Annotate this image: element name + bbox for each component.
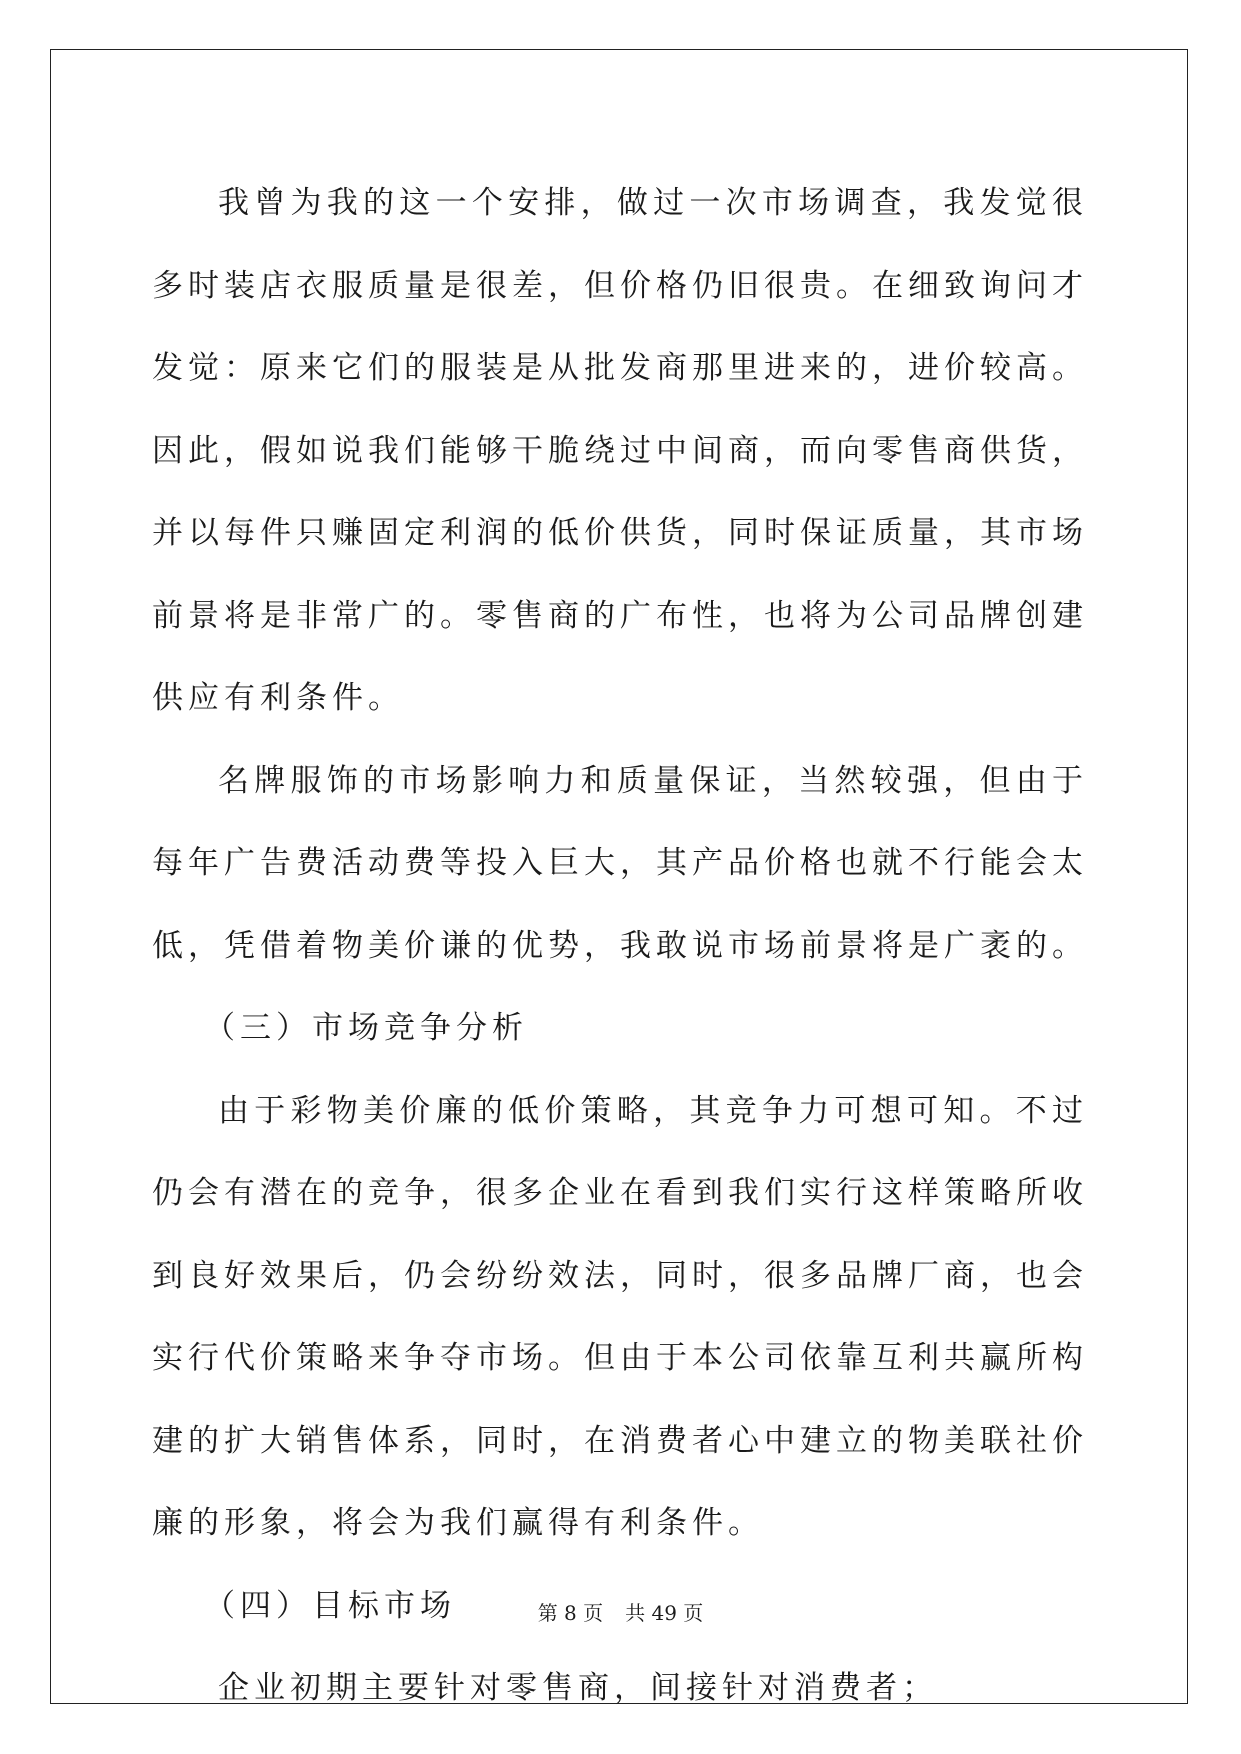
page-number-current: 第 8 页 <box>537 1601 604 1625</box>
paragraph-target-market: 企业初期主要针对零售商，间接针对消费者； <box>218 1670 938 1706</box>
section-heading-target-market: （四）目标市场 <box>204 1587 456 1624</box>
paragraph-competition-analysis: 由于彩物美价廉的低价策略，其竞争力可想可知。不过仍会有潜在的竞争，很多企业在看到我们实行这样策略所收到良好效果后，仍会纷纷效法，同时，很多品牌厂商，也会实行代价策略来争夺市场。但由于本公司依靠互利共赢所构建的扩大销售体系，同时，在消费者心中建立的物美联社价廉的形象，将会为我们赢得有利条件。 <box>152 1092 1088 1541</box>
page-footer <box>0 1599 1241 1627</box>
page-number-total: 共 49 页 <box>625 1601 704 1625</box>
paragraph-market-survey: 我曾为我的这一个安排，做过一次市场调查，我发觉很多时装店衣服质量是很差，但价格仍旧很贵。在细致询问才发觉：原来它们的服装是从批发商那里进来的，进价较高。因此，假如说我们能够干脆绕过中间商，而向零售商供货，并以每件只赚固定利润的低价供货，同时保证质量，其市场前景将是非常广的。零售商的广布性，也将为公司品牌创建供应有利条件。 <box>152 185 1088 716</box>
section-heading-competition: （三）市场竞争分析 <box>204 1010 528 1046</box>
paragraph-brand-comparison: 名牌服饰的市场影响力和质量保证，当然较强，但由于每年广告费活动费等投入巨大，其产品价格也就不行能会太低，凭借着物美价谦的优势，我敢说市场前景将是广袤的。 <box>152 762 1088 964</box>
document-body <box>152 162 1088 1730</box>
